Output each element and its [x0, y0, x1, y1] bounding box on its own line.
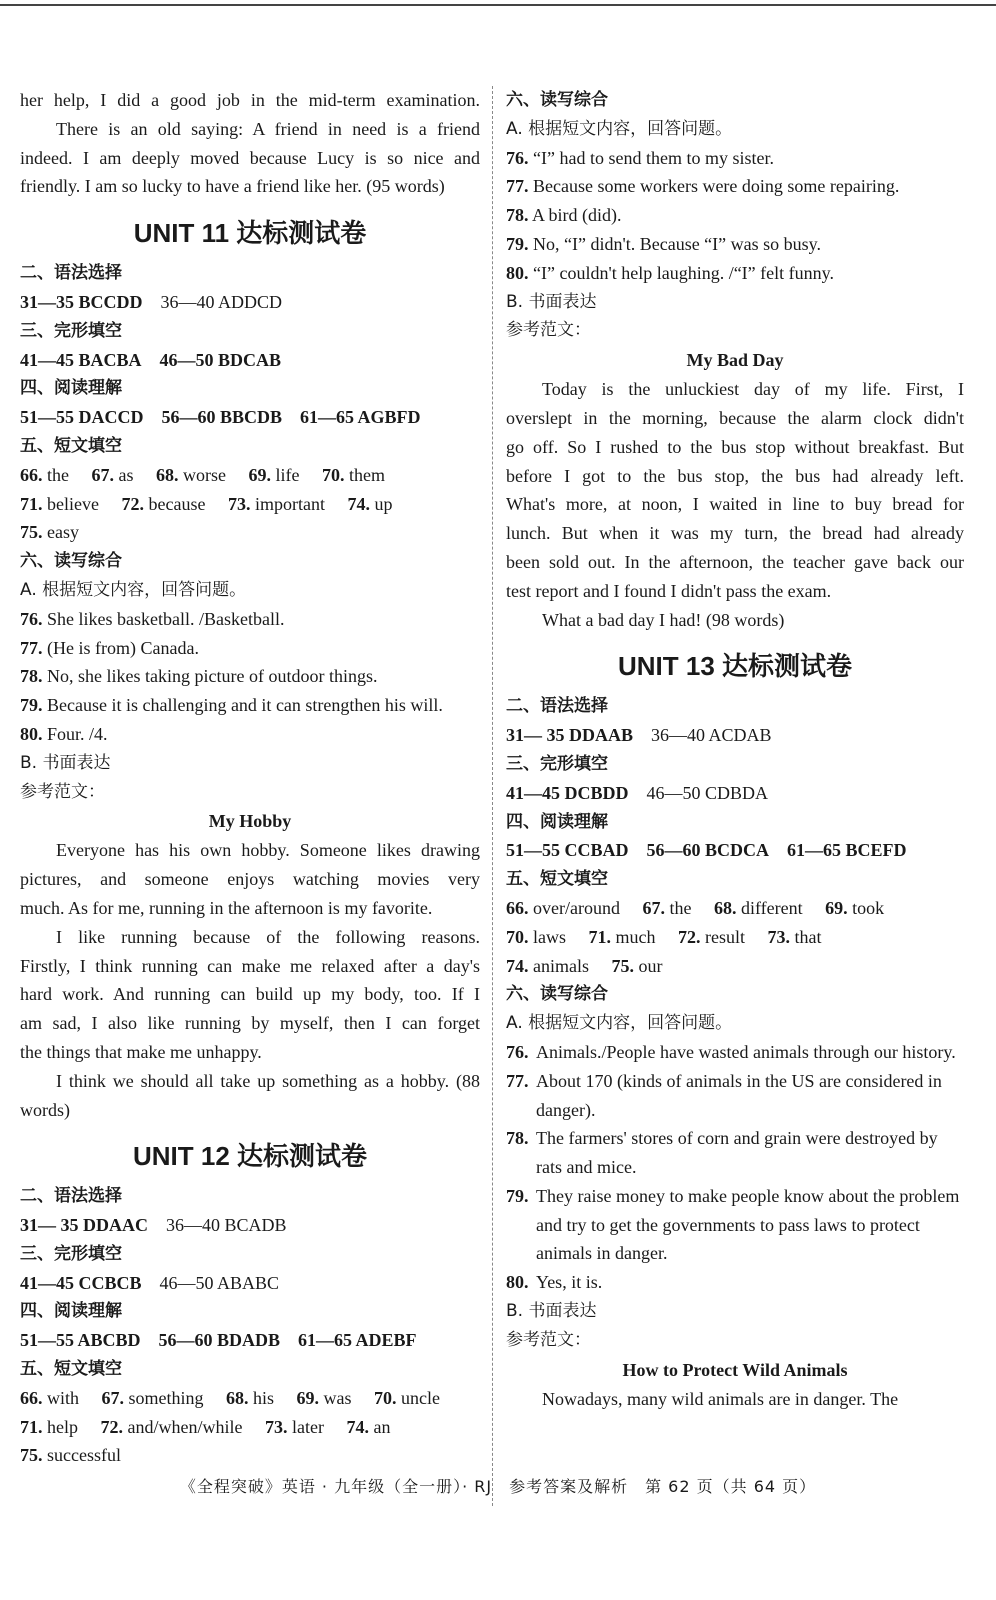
answer-79: 79. Because it is challenging and it can strengthen his will.	[20, 695, 443, 716]
section-heading: 二、语法选择	[506, 696, 608, 717]
essay-line: lunch. But when it was my turn, the bread had already	[506, 523, 964, 544]
answer-row: 41—45 BACBA 46—50 BDCAB	[20, 349, 282, 370]
answer-77: 77. Because some workers were doing some repairing.	[506, 176, 900, 197]
essay-line: Everyone has his own hobby. Someone likes drawing	[56, 840, 480, 861]
essay-line: overslept in the morning, because the alarm clock didn't	[506, 407, 964, 428]
sample-essay-label: 参考范文：	[20, 781, 105, 802]
part-b-heading: B. 书面表达	[20, 752, 111, 773]
answer-row: 31— 35 DDAAB 36—40 ACDAB	[506, 725, 772, 746]
fill-row: 66. with 67. something 68. his 69. was 70. uncle	[20, 1387, 441, 1408]
unit-11-title: UNIT 11 达标测试卷	[133, 218, 367, 249]
answer-80: 80. Four. /4.	[20, 723, 108, 744]
answer-80: 80. “I” couldn't help laughing. /“I” felt funny.	[506, 262, 834, 283]
essay-line: before I got to the bus stop, the bus had already left.	[506, 465, 964, 486]
essay-line: test report and I found I didn't pass the exam.	[506, 580, 832, 601]
answer-row: 41—45 DCBDD 46—50 CDBDA	[506, 782, 769, 803]
essay-title: How to Protect Wild Animals	[622, 1359, 848, 1380]
fill-row: 74. animals 75. our	[506, 955, 663, 976]
essay-line: hard work. And running can build up my body, too. If I	[20, 984, 480, 1005]
section-heading: 四、阅读理解	[20, 1301, 122, 1322]
answer-row: 51—55 DACCD 56—60 BBCDB 61—65 AGBFD	[20, 407, 421, 428]
section-heading: 六、读写综合	[506, 90, 608, 110]
essay-line: I think we should all take up something as a hobby. (88	[56, 1070, 480, 1091]
column-divider	[492, 86, 493, 1506]
section-heading: 五、短文填空	[506, 869, 608, 890]
section-heading: 三、完形填空	[20, 1243, 122, 1264]
essay-line: Firstly, I think running can make me relaxed after a day's	[20, 955, 480, 976]
part-a-heading: A. 根据短文内容，回答问题。	[506, 118, 733, 139]
part-a-heading: A. 根据短文内容，回答问题。	[20, 579, 247, 600]
section-heading: 二、语法选择	[20, 1186, 122, 1207]
answer-78: 78. The farmers' stores of corn and grain were destroyed by rats and mice.	[506, 1128, 938, 1178]
answer-row: 31—35 BCCDD 36—40 ADDCD	[20, 291, 283, 312]
section-heading: 六、读写综合	[506, 984, 608, 1005]
section-heading: 三、完形填空	[20, 320, 122, 341]
essay-line: words)	[20, 1099, 70, 1120]
answer-76: 76. “I” had to send them to my sister.	[506, 147, 774, 168]
essay-line: What's more, at noon, I waited in line to buy bread for	[506, 494, 964, 515]
fill-row: 75. easy	[20, 522, 79, 543]
intro-line: her help, I did a good job in the mid-term examination.	[20, 90, 480, 110]
essay-line: much. As for me, running in the afternoon is my favorite.	[20, 897, 433, 918]
fill-row: 70. laws 71. much 72. result 73. that	[506, 926, 822, 947]
answer-80: 80. Yes, it is.	[506, 1272, 603, 1293]
intro-line: There is an old saying: A friend in need is a friend	[56, 118, 480, 139]
part-b-heading: B. 书面表达	[506, 1301, 597, 1322]
section-heading: 五、短文填空	[20, 1359, 122, 1380]
fill-row: 75. successful	[20, 1445, 121, 1466]
part-b-heading: B. 书面表达	[506, 291, 597, 312]
sample-essay-label: 参考范文：	[506, 1329, 591, 1350]
answer-79: 79. No, “I” didn't. Because “I” was so busy.	[506, 233, 821, 254]
answer-77: 77. About 170 (kinds of animals in the US are considered in danger).	[506, 1070, 942, 1120]
essay-line: go off. So I rushed to the bus stop without breakfast. But	[506, 436, 964, 457]
essay-title: My Bad Day	[686, 350, 784, 371]
essay-line: I like running because of the following reasons.	[56, 926, 480, 947]
essay-title: My Hobby	[208, 811, 292, 832]
unit-12-title: UNIT 12 达标测试卷	[132, 1141, 368, 1172]
fill-row: 71. help 72. and/when/while 73. later 74. an	[20, 1416, 391, 1437]
section-heading: 五、短文填空	[20, 435, 122, 456]
answer-row: 51—55 ABCBD 56—60 BDADB 61—65 ADEBF	[20, 1330, 417, 1351]
unit-13-title: UNIT 13 达标测试卷	[617, 651, 853, 682]
intro-line: indeed. I am deeply moved because Lucy is so nice and	[20, 147, 480, 168]
fill-row: 66. the 67. as 68. worse 69. life 70. them	[20, 464, 385, 485]
section-heading: 二、语法选择	[20, 263, 122, 284]
answer-76: 76. She likes basketball. /Basketball.	[20, 608, 285, 629]
section-heading: 四、阅读理解	[506, 811, 608, 832]
right-column	[506, 86, 964, 1413]
section-heading: 四、阅读理解	[20, 378, 122, 399]
essay-line: What a bad day I had! (98 words)	[542, 609, 785, 630]
essay-line: am sad, I also like running by myself, then I can forget	[20, 1013, 480, 1034]
fill-row: 71. believe 72. because 73. important 74. up	[20, 493, 393, 514]
top-rule	[0, 4, 996, 6]
answer-78: 78. A bird (did).	[506, 205, 622, 226]
intro-line: friendly. I am so lucky to have a friend like her. (95 words)	[20, 176, 445, 197]
section-heading: 六、读写综合	[20, 551, 122, 572]
essay-line: pictures, and someone enjoys watching movies very	[20, 869, 480, 890]
essay-line: Today is the unluckiest day of my life. First, I	[542, 379, 964, 400]
section-heading: 三、完形填空	[506, 753, 608, 774]
answer-79: 79. They raise money to make people know about the problem and try to get the governments to pass laws to protect animals in danger.	[506, 1185, 960, 1264]
page-footer: 《全程突破》英语 · 九年级（全一册）· RJ 参考答案及解析 第 62 页（共 64 页）	[179, 1477, 817, 1496]
answer-78: 78. No, she likes taking picture of outdoor things.	[20, 666, 378, 687]
part-a-heading: A. 根据短文内容，回答问题。	[506, 1013, 733, 1034]
essay-line: been sold out. In the afternoon, the teacher gave back our	[506, 551, 964, 572]
fill-row: 66. over/around 67. the 68. different 69. took	[506, 897, 885, 918]
answer-77: 77. (He is from) Canada.	[20, 637, 199, 658]
essay-line: the things that make me unhappy.	[20, 1041, 262, 1062]
answer-row: 31— 35 DDAAC 36—40 BCADB	[20, 1215, 287, 1236]
answer-row: 51—55 CCBAD 56—60 BCDCA 61—65 BCEFD	[506, 840, 907, 861]
answer-76: 76. Animals./People have wasted animals through our history.	[506, 1041, 956, 1062]
left-column	[20, 86, 480, 1470]
sample-essay-label: 参考范文：	[506, 320, 591, 341]
answer-row: 41—45 CCBCB 46—50 ABABC	[20, 1272, 280, 1293]
essay-line: Nowadays, many wild animals are in danger. The	[542, 1388, 899, 1409]
